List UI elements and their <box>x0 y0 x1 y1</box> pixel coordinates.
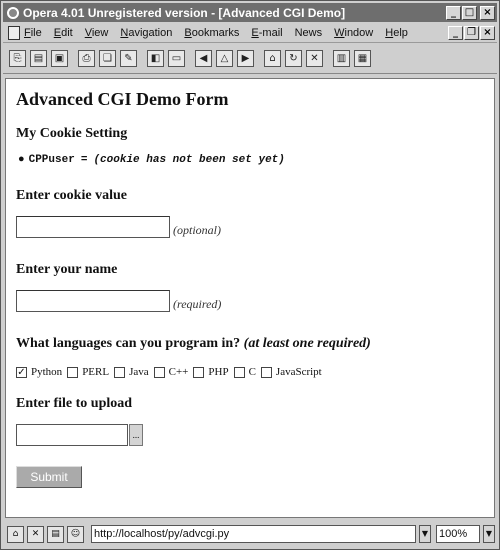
checkbox-c[interactable] <box>234 367 245 378</box>
home-icon[interactable]: △ <box>216 50 233 67</box>
checkbox-cpp[interactable] <box>154 367 165 378</box>
mdi-close-button[interactable]: × <box>480 26 495 40</box>
label-c: C <box>248 366 256 378</box>
edit-icon[interactable]: ✎ <box>120 50 137 67</box>
user-icon[interactable]: ☺ <box>67 526 84 543</box>
address-dropdown-icon[interactable]: ▼ <box>419 525 431 543</box>
close-button[interactable]: × <box>480 6 495 20</box>
page-icon[interactable]: ▦ <box>354 50 371 67</box>
reload-icon[interactable]: ↻ <box>285 50 302 67</box>
languages-question: What languages can you program in? (at least one required) <box>16 336 371 351</box>
address-field[interactable]: http://localhost/py/advcgi.py <box>91 525 416 543</box>
open-icon[interactable]: ▤ <box>30 50 47 67</box>
page-content <box>5 78 495 518</box>
lock-icon[interactable]: ⌂ <box>7 526 24 543</box>
menu-bar <box>3 23 497 43</box>
copy-icon[interactable]: ❏ <box>99 50 116 67</box>
checkbox-javascript[interactable] <box>261 367 272 378</box>
book-icon[interactable]: ▥ <box>333 50 350 67</box>
mdi-restore-button[interactable]: ❐ <box>464 26 479 40</box>
mdi-minimize-button[interactable]: _ <box>448 26 463 40</box>
name-input-row <box>16 290 484 312</box>
menu-email[interactable]: E-mail <box>251 26 283 39</box>
submit-button[interactable]: Submit <box>16 466 82 488</box>
menu-help[interactable]: Help <box>385 26 408 39</box>
menu-bookmarks[interactable]: Bookmarks <box>184 26 240 39</box>
label-perl: PERL <box>82 366 110 378</box>
name-input[interactable] <box>16 290 170 312</box>
label-javascript: JavaScript <box>275 366 322 378</box>
file-label: Enter file to upload <box>16 396 133 411</box>
print-icon[interactable]: ⎙ <box>78 50 95 67</box>
cookie-hint: (optional) <box>173 223 221 237</box>
hotlist-icon[interactable]: ⌂ <box>264 50 281 67</box>
menu-file[interactable]: File <box>24 26 42 39</box>
menu-navigation[interactable]: Navigation <box>120 26 173 39</box>
maximize-button[interactable]: □ <box>462 6 477 20</box>
document-icon[interactable] <box>8 26 20 40</box>
file-input-row <box>16 424 484 446</box>
cookie-name: CPPuser <box>28 154 75 166</box>
title-bar[interactable] <box>3 3 497 22</box>
menu-window[interactable]: Window <box>334 26 374 39</box>
zoom-field[interactable]: 100% <box>436 525 480 543</box>
cookie-input[interactable] <box>16 216 170 238</box>
checkbox-java[interactable] <box>114 367 125 378</box>
image-toggle-icon[interactable]: ✕ <box>27 526 44 543</box>
cookie-input-row <box>16 216 484 238</box>
label-python: Python <box>31 366 63 378</box>
stop-icon[interactable]: ✕ <box>306 50 323 67</box>
status-bar <box>3 522 497 546</box>
bullet-icon: ● <box>18 154 25 166</box>
panel-icon[interactable]: ◧ <box>147 50 164 67</box>
menu-edit[interactable]: Edit <box>53 26 73 39</box>
save-icon[interactable]: ▣ <box>51 50 68 67</box>
cookie-setting <box>18 154 484 166</box>
cookie-input-label: Enter cookie value <box>16 188 127 203</box>
zoom-dropdown-icon[interactable]: ▼ <box>483 525 495 543</box>
opera-logo-icon <box>7 7 19 19</box>
label-php: PHP <box>208 366 229 378</box>
label-java: Java <box>129 366 149 378</box>
language-checkboxes <box>16 366 484 378</box>
menu-news[interactable]: News <box>294 26 323 39</box>
checkbox-perl[interactable] <box>67 367 78 378</box>
file-input[interactable] <box>16 424 128 446</box>
back-icon[interactable]: ◀ <box>195 50 212 67</box>
checkbox-php[interactable] <box>193 367 204 378</box>
minimize-button[interactable]: _ <box>446 6 461 20</box>
forward-icon[interactable]: ▶ <box>237 50 254 67</box>
languages-note: (at least one required) <box>243 336 371 351</box>
window-icon[interactable]: ▭ <box>168 50 185 67</box>
browse-button[interactable]: ... <box>129 424 143 446</box>
document-info-icon[interactable]: ▤ <box>47 526 64 543</box>
new-page-icon[interactable]: ⎘ <box>9 50 26 67</box>
cookie-equals: = <box>80 154 88 166</box>
window-title: Opera 4.01 Unregistered version - [Advanced CGI Demo] <box>23 5 346 20</box>
cookie-value: (cookie has not been set yet) <box>93 154 285 166</box>
menu-view[interactable]: View <box>84 26 109 39</box>
toolbar <box>3 44 497 74</box>
name-label: Enter your name <box>16 262 118 277</box>
checkbox-python[interactable]: ✓ <box>17 366 26 378</box>
page-title: Advanced CGI Demo Form <box>16 89 229 109</box>
cookie-heading: My Cookie Setting <box>16 126 128 141</box>
name-hint: (required) <box>173 297 222 311</box>
label-cpp: C++ <box>168 366 189 378</box>
